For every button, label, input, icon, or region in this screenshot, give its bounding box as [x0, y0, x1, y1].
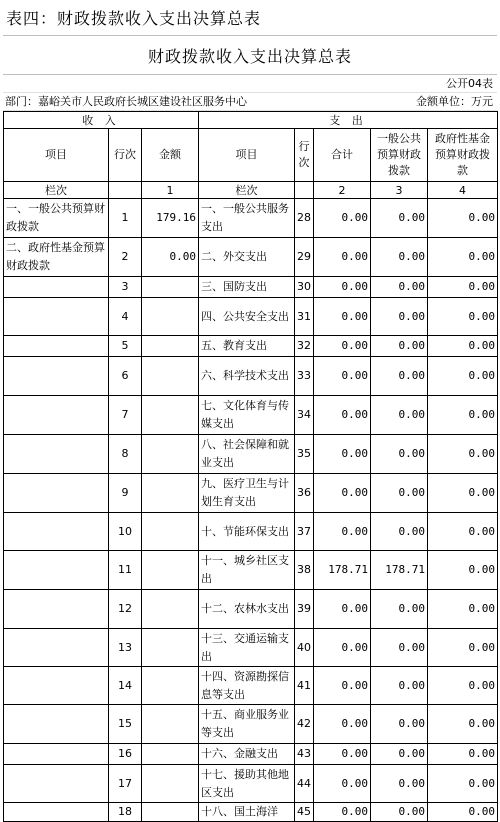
expense-line-cell: 32: [295, 336, 314, 357]
header-income-item: 项目: [4, 129, 109, 182]
general-budget-cell: 0.00: [371, 277, 428, 298]
income-item-cell: [4, 435, 109, 474]
general-budget-cell: 0.00: [371, 396, 428, 435]
income-amount-cell: [142, 396, 199, 435]
income-line-cell: 4: [109, 298, 142, 336]
income-line-cell: 15: [109, 705, 142, 744]
table-row: [4, 705, 498, 744]
expense-line-cell: 42: [295, 705, 314, 744]
expense-item-cell: 十一、城乡社区支出: [199, 551, 295, 590]
expense-item-cell: 十七、援助其他地区支出: [199, 765, 295, 803]
income-item-cell: [4, 513, 109, 551]
colno-fund: 4: [428, 182, 498, 199]
income-item-cell: [4, 744, 109, 765]
gov-fund-cell: 0.00: [428, 629, 498, 667]
header-expense-item: 项目: [199, 129, 295, 182]
gov-fund-cell: 0.00: [428, 765, 498, 803]
gov-fund-cell: 0.00: [428, 667, 498, 705]
colno-amount: 1: [142, 182, 199, 199]
expense-item-cell: 十三、交通运输支出: [199, 629, 295, 667]
gov-fund-cell: 0.00: [428, 551, 498, 590]
header-total: 合计: [314, 129, 371, 182]
general-budget-cell: 0.00: [371, 705, 428, 744]
gov-fund-cell: 0.00: [428, 513, 498, 551]
income-line-cell: 18: [109, 803, 142, 822]
income-amount-cell: 179.16: [142, 199, 199, 238]
gov-fund-cell: 0.00: [428, 474, 498, 513]
income-line-cell: 8: [109, 435, 142, 474]
expense-line-cell: 45: [295, 803, 314, 822]
colno-general: 3: [371, 182, 428, 199]
general-budget-cell: 0.00: [371, 629, 428, 667]
income-item-cell: [4, 396, 109, 435]
expense-line-cell: 35: [295, 435, 314, 474]
expense-line-cell: 43: [295, 744, 314, 765]
document-title: 财政拨款收入支出决算总表: [3, 35, 497, 75]
gov-fund-cell: 0.00: [428, 298, 498, 336]
total-cell: 0.00: [314, 435, 371, 474]
gov-fund-cell: 0.00: [428, 435, 498, 474]
income-line-cell: 6: [109, 357, 142, 396]
expense-item-cell: 四、公共安全支出: [199, 298, 295, 336]
income-amount-cell: [142, 705, 199, 744]
income-amount-cell: [142, 298, 199, 336]
total-cell: 0.00: [314, 298, 371, 336]
total-cell: 0.00: [314, 744, 371, 765]
expense-item-cell: 十、节能环保支出: [199, 513, 295, 551]
total-cell: 0.00: [314, 667, 371, 705]
income-line-cell: 16: [109, 744, 142, 765]
gov-fund-cell: 0.00: [428, 336, 498, 357]
income-line-cell: 10: [109, 513, 142, 551]
amount-unit-label: 金额单位：万元: [416, 95, 493, 108]
total-cell: 0.00: [314, 336, 371, 357]
expense-item-cell: 一、一般公共服务支出: [199, 199, 295, 238]
income-amount-cell: [142, 667, 199, 705]
income-item-cell: [4, 277, 109, 298]
income-line-cell: 13: [109, 629, 142, 667]
income-amount-cell: [142, 513, 199, 551]
department-row: [3, 93, 497, 111]
general-budget-cell: 0.00: [371, 435, 428, 474]
general-budget-cell: 0.00: [371, 474, 428, 513]
income-line-cell: 2: [109, 238, 142, 277]
income-item-cell: 一、一般公共预算财政拨款: [4, 199, 109, 238]
expense-item-cell: 十二、农林水支出: [199, 590, 295, 629]
expense-line-cell: 29: [295, 238, 314, 277]
general-budget-cell: 0.00: [371, 667, 428, 705]
page-title: 表四：财政拨款收入支出决算总表: [6, 9, 262, 28]
income-item-cell: [4, 590, 109, 629]
expense-line-cell: 38: [295, 551, 314, 590]
total-cell: 0.00: [314, 705, 371, 744]
gov-fund-cell: 0.00: [428, 238, 498, 277]
expense-item-cell: 五、教育支出: [199, 336, 295, 357]
expense-item-cell: 八、社会保障和就业支出: [199, 435, 295, 474]
income-amount-cell: [142, 336, 199, 357]
expense-line-cell: 44: [295, 765, 314, 803]
gov-fund-cell: 0.00: [428, 199, 498, 238]
income-amount-cell: [142, 590, 199, 629]
table-row: [4, 396, 498, 435]
income-line-cell: 5: [109, 336, 142, 357]
total-cell: 0.00: [314, 357, 371, 396]
gov-fund-cell: 0.00: [428, 590, 498, 629]
total-cell: 0.00: [314, 590, 371, 629]
general-budget-cell: 0.00: [371, 803, 428, 822]
income-line-cell: 9: [109, 474, 142, 513]
expense-line-cell: 28: [295, 199, 314, 238]
table-row: [4, 803, 498, 822]
table-row: [4, 629, 498, 667]
general-budget-cell: 0.00: [371, 765, 428, 803]
general-budget-cell: 178.71: [371, 551, 428, 590]
colno-blank: [109, 182, 142, 199]
general-budget-cell: 0.00: [371, 357, 428, 396]
expense-line-cell: 34: [295, 396, 314, 435]
form-code: 公开04表: [446, 77, 493, 90]
expense-item-cell: 十五、商业服务业等支出: [199, 705, 295, 744]
expense-item-cell: 三、国防支出: [199, 277, 295, 298]
table-row: [4, 474, 498, 513]
gov-fund-cell: 0.00: [428, 705, 498, 744]
income-amount-cell: [142, 277, 199, 298]
colno-label: 栏次: [4, 182, 109, 199]
income-amount-cell: [142, 435, 199, 474]
income-item-cell: [4, 765, 109, 803]
gov-fund-cell: 0.00: [428, 357, 498, 396]
table-row: [4, 238, 498, 277]
header-expense-line: 行次: [295, 129, 314, 182]
income-amount-cell: [142, 803, 199, 822]
general-budget-cell: 0.00: [371, 513, 428, 551]
gov-fund-cell: 0.00: [428, 396, 498, 435]
colno-exp-label: 栏次: [199, 182, 295, 199]
expense-line-cell: 30: [295, 277, 314, 298]
column-number-row: [4, 182, 498, 199]
header-income-amount: 金额: [142, 129, 199, 182]
income-line-cell: 17: [109, 765, 142, 803]
income-line-cell: 12: [109, 590, 142, 629]
expense-line-cell: 31: [295, 298, 314, 336]
expense-line-cell: 40: [295, 629, 314, 667]
table-row: [4, 744, 498, 765]
general-budget-cell: 0.00: [371, 744, 428, 765]
income-line-cell: 14: [109, 667, 142, 705]
general-budget-cell: 0.00: [371, 590, 428, 629]
income-item-cell: [4, 336, 109, 357]
total-cell: 0.00: [314, 396, 371, 435]
general-budget-cell: 0.00: [371, 238, 428, 277]
income-line-cell: 3: [109, 277, 142, 298]
income-amount-cell: 0.00: [142, 238, 199, 277]
income-item-cell: 二、政府性基金预算财政拨款: [4, 238, 109, 277]
income-item-cell: [4, 629, 109, 667]
total-cell: 0.00: [314, 199, 371, 238]
table-row: [4, 590, 498, 629]
budget-table: [3, 111, 498, 822]
total-cell: 0.00: [314, 513, 371, 551]
form-code-row: [3, 75, 497, 93]
income-item-cell: [4, 667, 109, 705]
income-item-cell: [4, 705, 109, 744]
expense-line-cell: 33: [295, 357, 314, 396]
table-row: [4, 551, 498, 590]
expense-line-cell: 37: [295, 513, 314, 551]
total-cell: 0.00: [314, 238, 371, 277]
expense-item-cell: 二、外交支出: [199, 238, 295, 277]
gov-fund-cell: 0.00: [428, 277, 498, 298]
income-item-cell: [4, 357, 109, 396]
expense-line-cell: 39: [295, 590, 314, 629]
section-income: 收 入: [4, 112, 199, 129]
income-item-cell: [4, 474, 109, 513]
income-amount-cell: [142, 765, 199, 803]
income-amount-cell: [142, 629, 199, 667]
total-cell: 0.00: [314, 765, 371, 803]
header-income-line: 行次: [109, 129, 142, 182]
total-cell: 0.00: [314, 803, 371, 822]
expense-item-cell: 十八、国土海洋: [199, 803, 295, 822]
header-general-budget: 一般公共预算财政拨款: [371, 129, 428, 182]
column-header-row: [4, 129, 498, 182]
general-budget-cell: 0.00: [371, 199, 428, 238]
table-row: [4, 357, 498, 396]
income-item-cell: [4, 803, 109, 822]
total-cell: 178.71: [314, 551, 371, 590]
table-row: [4, 765, 498, 803]
gov-fund-cell: 0.00: [428, 803, 498, 822]
income-item-cell: [4, 298, 109, 336]
table-row: [4, 336, 498, 357]
income-amount-cell: [142, 551, 199, 590]
section-expense: 支 出: [199, 112, 498, 129]
gov-fund-cell: 0.00: [428, 744, 498, 765]
colno-exp-blank: [295, 182, 314, 199]
income-amount-cell: [142, 357, 199, 396]
total-cell: 0.00: [314, 474, 371, 513]
total-cell: 0.00: [314, 277, 371, 298]
total-cell: 0.00: [314, 629, 371, 667]
income-line-cell: 7: [109, 396, 142, 435]
table-row: [4, 435, 498, 474]
income-amount-cell: [142, 744, 199, 765]
income-amount-cell: [142, 474, 199, 513]
expense-item-cell: 十六、金融支出: [199, 744, 295, 765]
table-row: [4, 298, 498, 336]
expense-item-cell: 七、文化体育与传媒支出: [199, 396, 295, 435]
table-row: [4, 667, 498, 705]
expense-item-cell: 六、科学技术支出: [199, 357, 295, 396]
department-label: 部门：嘉峪关市人民政府长城区建设社区服务中心: [5, 95, 247, 108]
income-line-cell: 1: [109, 199, 142, 238]
income-line-cell: 11: [109, 551, 142, 590]
colno-total: 2: [314, 182, 371, 199]
expense-item-cell: 九、医疗卫生与计划生育支出: [199, 474, 295, 513]
table-row: [4, 199, 498, 238]
header-gov-fund: 政府性基金预算财政拨款: [428, 129, 498, 182]
table-row: [4, 513, 498, 551]
expense-line-cell: 41: [295, 667, 314, 705]
expense-line-cell: 36: [295, 474, 314, 513]
table-body: [4, 199, 498, 822]
general-budget-cell: 0.00: [371, 336, 428, 357]
income-item-cell: [4, 551, 109, 590]
section-header-row: [4, 112, 498, 129]
general-budget-cell: 0.00: [371, 298, 428, 336]
report-sheet: [3, 35, 497, 822]
expense-item-cell: 十四、资源勘探信息等支出: [199, 667, 295, 705]
table-row: [4, 277, 498, 298]
